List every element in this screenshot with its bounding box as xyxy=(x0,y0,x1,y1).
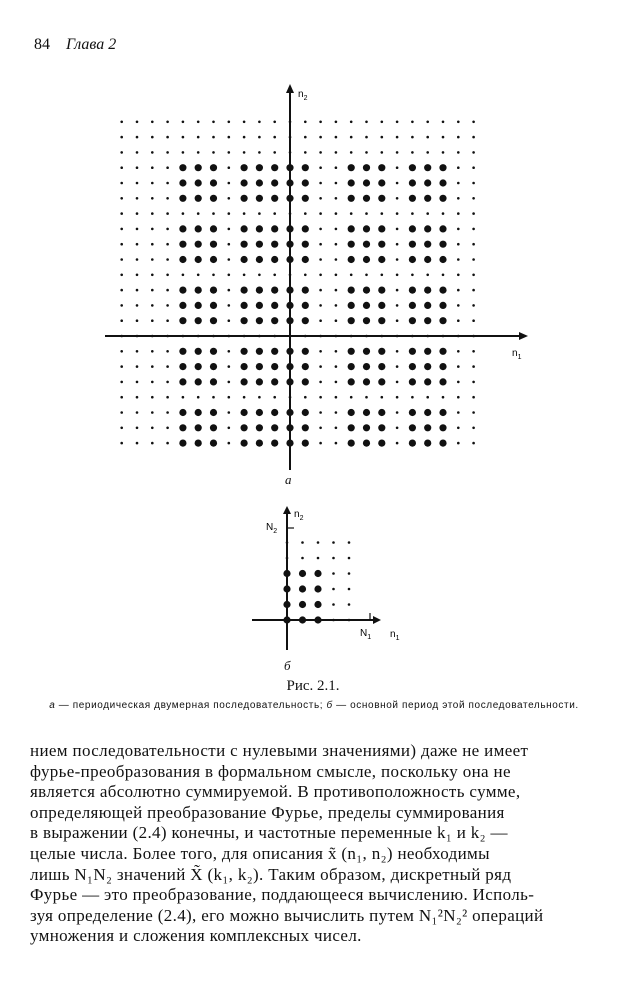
body-line: нием последовательности с нулевыми значениями) даже не имеет xyxy=(30,741,529,760)
zero-value-dot xyxy=(317,557,320,560)
sequence-value-dot xyxy=(314,585,321,592)
zero-value-dot xyxy=(348,588,351,591)
figure-b-N1-label: $N_1$ xyxy=(360,628,372,641)
figure-a-y-label: $n_2$ xyxy=(298,89,308,102)
zero-value-dot xyxy=(332,588,335,591)
sequence-value-dot xyxy=(299,570,306,577)
zero-value-dot xyxy=(332,557,335,560)
figure-caption xyxy=(30,700,598,712)
sequence-value-dot xyxy=(314,570,321,577)
figure-a-sublabel: а xyxy=(285,472,292,487)
caption-b-marker: б xyxy=(326,700,333,711)
zero-value-dot xyxy=(348,572,351,575)
body-line: лишь N₁N₂ значений X̃ (k₁, k₂). Таким образом, дискретный ряд xyxy=(30,864,512,884)
sequence-value-dot xyxy=(299,601,306,608)
body-line: Фурье — это преобразование, поддающееся вычислению. Исполь- xyxy=(30,885,535,905)
figure-b-y-label: $n_2$ xyxy=(294,509,304,522)
zero-value-dot xyxy=(348,541,351,544)
figure-b-dots xyxy=(283,541,350,623)
figure-b-x-arrow xyxy=(373,616,381,624)
body-line: умножения и сложения комплексных чисел. xyxy=(30,926,362,946)
zero-value-dot xyxy=(301,557,304,560)
sequence-value-dot xyxy=(299,585,306,592)
zero-value-dot xyxy=(332,541,335,544)
figure-caption-title: Рис. 2.1. xyxy=(286,678,340,694)
chapter-title: Глава 2 xyxy=(66,36,117,53)
zero-value-dot xyxy=(301,541,304,544)
zero-value-dot xyxy=(348,603,351,606)
body-line: является абсолютно суммируемой. В противоположность сумме, xyxy=(30,782,521,802)
figure-b-y-arrow xyxy=(283,506,291,514)
body-line: целые числа. Более того, для описания x̃ (n₁, n₂) необходимы xyxy=(30,843,490,863)
zero-value-dot xyxy=(332,572,335,575)
figure-b-x-label: $n_1$ xyxy=(390,629,400,642)
body-line: фурье-преобразования в формальном смысле, поскольку она не xyxy=(30,761,511,781)
figure-b-sublabel: б xyxy=(284,658,291,673)
zero-value-dot xyxy=(317,541,320,544)
zero-value-dot xyxy=(332,603,335,606)
caption-b-text: — основной период этой последовательности. xyxy=(336,700,579,711)
body-paragraph xyxy=(30,741,596,947)
sequence-value-dot xyxy=(314,601,321,608)
caption-a-marker: а xyxy=(49,700,56,711)
zero-value-dot xyxy=(348,557,351,560)
body-line: зуя определение (2.4), его можно вычислить путем N₁²N₂² операций xyxy=(30,905,544,925)
caption-a-text: — периодическая двумерная последовательность; xyxy=(58,700,324,711)
figure-b-N2-label: $N_2$ xyxy=(266,522,278,535)
page-number: 84 xyxy=(34,36,50,53)
body-line: в выражении (2.4) конечны, и частотные переменные k₁ и k₂ — xyxy=(30,823,508,843)
figure-a-x-label: $n_1$ xyxy=(512,348,522,361)
body-line: определяющей преобразование Фурье, пределы суммирования xyxy=(30,802,505,822)
